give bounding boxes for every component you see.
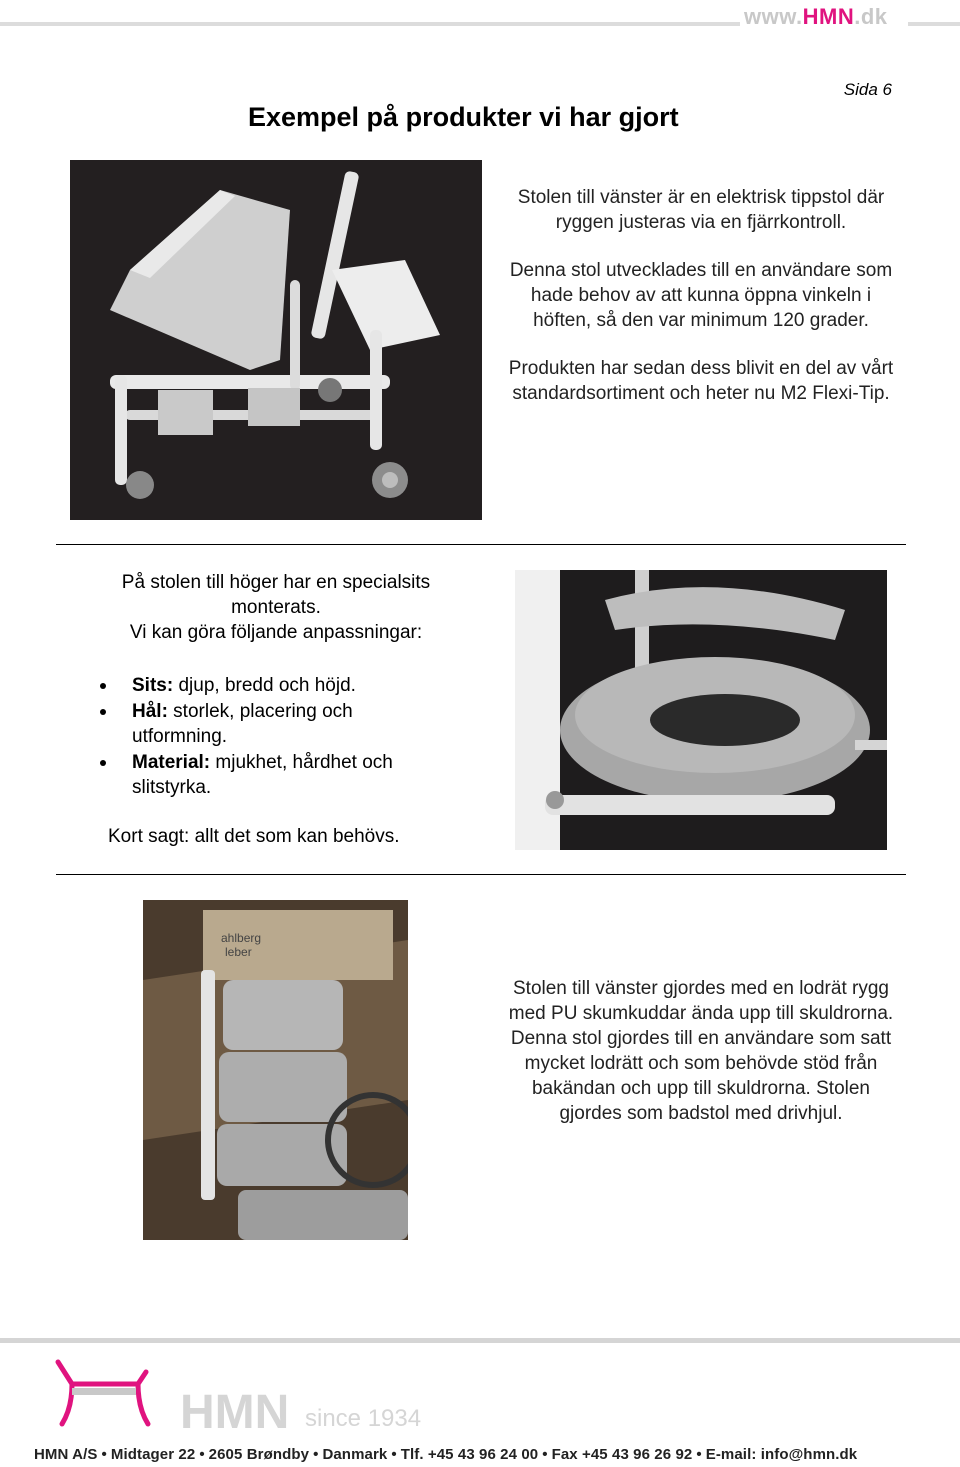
adaptation-list: [98, 673, 438, 801]
intro-line: Vi kan göra följande anpassningar:: [129, 622, 423, 643]
contact-fax: Fax +45 43 96 26 92: [551, 1446, 693, 1463]
bullet-icon: [100, 683, 106, 689]
separator-bullet: •: [696, 1446, 702, 1463]
list-item: [98, 750, 438, 800]
page-title: Exempel på produkter vi har gjort: [248, 102, 679, 132]
photo-special-seat: [515, 570, 887, 850]
section-divider: [56, 874, 906, 875]
brand-suffix: .dk: [854, 4, 888, 29]
special-seat-intro: [96, 570, 456, 645]
brand-prefix: www.: [744, 4, 803, 29]
photo-upright-chair: [143, 900, 408, 1240]
contact-country: Danmark: [322, 1446, 388, 1463]
brand-name: HMN: [802, 4, 855, 29]
bullet-label: Sits:: [132, 675, 174, 696]
tilt-chair-description: [505, 185, 897, 429]
footer-divider: [0, 1338, 960, 1343]
separator-bullet: •: [101, 1446, 107, 1463]
box-label: ahlberg: [221, 931, 262, 945]
list-item: [98, 673, 438, 698]
bullet-icon: [100, 709, 106, 715]
bullet-label: Material:: [132, 752, 211, 773]
intro-line: På stolen till höger har en specialsits monterats.: [121, 572, 431, 618]
header-brand-url[interactable]: [744, 4, 888, 30]
contact-phone[interactable]: Tlf. +45 43 96 24 00: [400, 1446, 539, 1463]
description-paragraph: Denna stol utvecklades till en användare som hade behov av att kunna öppna vinkeln i höften, så den var minimum 120 grader.: [509, 260, 893, 331]
contact-company: HMN A/S: [34, 1446, 98, 1463]
header-divider-end: [908, 22, 960, 26]
footer-since: since 1934: [305, 1405, 422, 1432]
contact-email[interactable]: E-mail: info@hmn.dk: [705, 1446, 858, 1463]
header-divider: [0, 22, 740, 26]
contact-city: 2605 Brøndby: [208, 1446, 310, 1463]
separator-bullet: •: [313, 1446, 319, 1463]
bullet-label: Hål:: [132, 701, 168, 722]
description-paragraph: Produkten har sedan dess blivit en del av vårt standardsortiment och heter nu M2 Flexi-Tip.: [508, 358, 894, 404]
separator-bullet: •: [391, 1446, 397, 1463]
separator-bullet: •: [199, 1446, 205, 1463]
footer-brand: HMN: [180, 1386, 290, 1439]
special-seat-illustration: [515, 570, 887, 850]
upright-chair-illustration: [143, 900, 408, 1240]
chair-logo-icon: [52, 1358, 152, 1428]
photo-tilt-chair: [70, 160, 482, 520]
contact-street: Midtager 22: [110, 1446, 196, 1463]
summary-text: Kort sagt: allt det som kan behövs.: [108, 826, 400, 847]
bullet-text: storlek, placering och utformning.: [132, 701, 353, 747]
bullet-icon: [100, 760, 106, 766]
list-item: [98, 699, 438, 749]
description-paragraph: Stolen till vänster är en elektrisk tippstol där ryggen justeras via en fjärrkontroll.: [517, 187, 885, 233]
page-number: Sida 6: [843, 80, 892, 99]
tilt-chair-illustration: [70, 160, 482, 520]
footer-contact-line: [34, 1446, 857, 1463]
upright-chair-description: [505, 976, 897, 1149]
bullet-text: djup, bredd och höjd.: [173, 675, 356, 696]
hmn-chair-logo: [52, 1358, 152, 1428]
bullet-text: mjukhet, hårdhet och slitstyrka.: [132, 752, 393, 798]
box-label: leber: [225, 945, 252, 959]
description-paragraph: Stolen till vänster gjordes med en lodrät rygg med PU skumkuddar ända upp till skuldrorna. Denna stol gjordes till en användare som satt mycket lodrätt och som behövde stöd från bakändan och upp till skuldrorna. Stolen gjordes som badstol med drivhjul.: [508, 978, 894, 1124]
separator-bullet: •: [542, 1446, 548, 1463]
section-divider: [56, 544, 906, 545]
